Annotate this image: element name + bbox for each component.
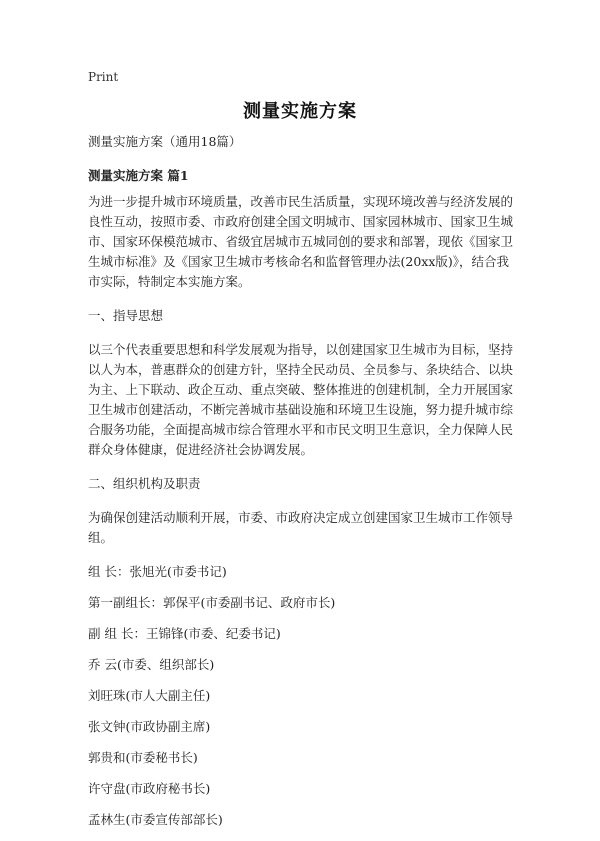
member-line: 张文钟(市政协副主席)	[88, 719, 211, 734]
member-line: 组 长：张旭光(市委书记)	[88, 564, 227, 579]
member-line: 刘旺珠(市人大副主任)	[88, 688, 211, 703]
member-line: 孟林生(市委宣传部部长)	[88, 812, 223, 827]
section-heading-organization: 二、组织机构及职责	[88, 476, 201, 491]
article-heading: 测量实施方案 篇1	[88, 168, 189, 183]
page-title: 测量实施方案	[243, 101, 357, 122]
intro-paragraph: 为进一步提升城市环境质量，改善市民生活质量，实现环境改善与经济发展的良性互动，按照市委、市政府创建全国文明城市、国家园林城市、国家卫生城市、国家环保模范城市、省级宜居城市五城同创的要求和部署，现依《国家卫生城市标准》及《国家卫生城市考核命名和监督管理办法(20xx版)》，结合我市实际，特制定本实施方案。	[88, 194, 514, 289]
member-line: 第一副组长：郭保平(市委副书记、政府市长)	[88, 595, 336, 610]
member-line: 乔 云(市委、组织部长)	[88, 657, 215, 672]
organization-paragraph: 为确保创建活动顺利开展，市委、市政府决定成立创建国家卫生城市工作领导组。	[88, 510, 514, 545]
member-line: 郭贵和(市委秘书长)	[88, 750, 198, 765]
member-line: 副 组 长：王锦锋(市委、纪委书记)	[88, 626, 281, 641]
member-line: 许守盘(市政府秘书长)	[88, 781, 211, 796]
document-body	[88, 132, 518, 841]
document-subtitle: 测量实施方案（通用18篇）	[88, 134, 242, 149]
guiding-ideology-paragraph: 以三个代表重要思想和科学发展观为指导，以创建国家卫生城市为目标，坚持以人为本，普惠群众的创建方针，坚持全民动员、全员参与、条块结合、以块为主、上下联动、政企互动、重点突破、整体推进的创建机制，全力开展国家卫生城市创建活动，不断完善城市基础设施和环境卫生设施，努力提升城市综合服务功能，全面提高城市综合管理水平和市民文明卫生意识，全力保障人民群众身体健康，促进经济社会协调发展。	[88, 342, 514, 457]
section-heading-guiding-ideology: 一、指导思想	[88, 308, 164, 323]
print-link[interactable]: Print	[88, 70, 119, 84]
